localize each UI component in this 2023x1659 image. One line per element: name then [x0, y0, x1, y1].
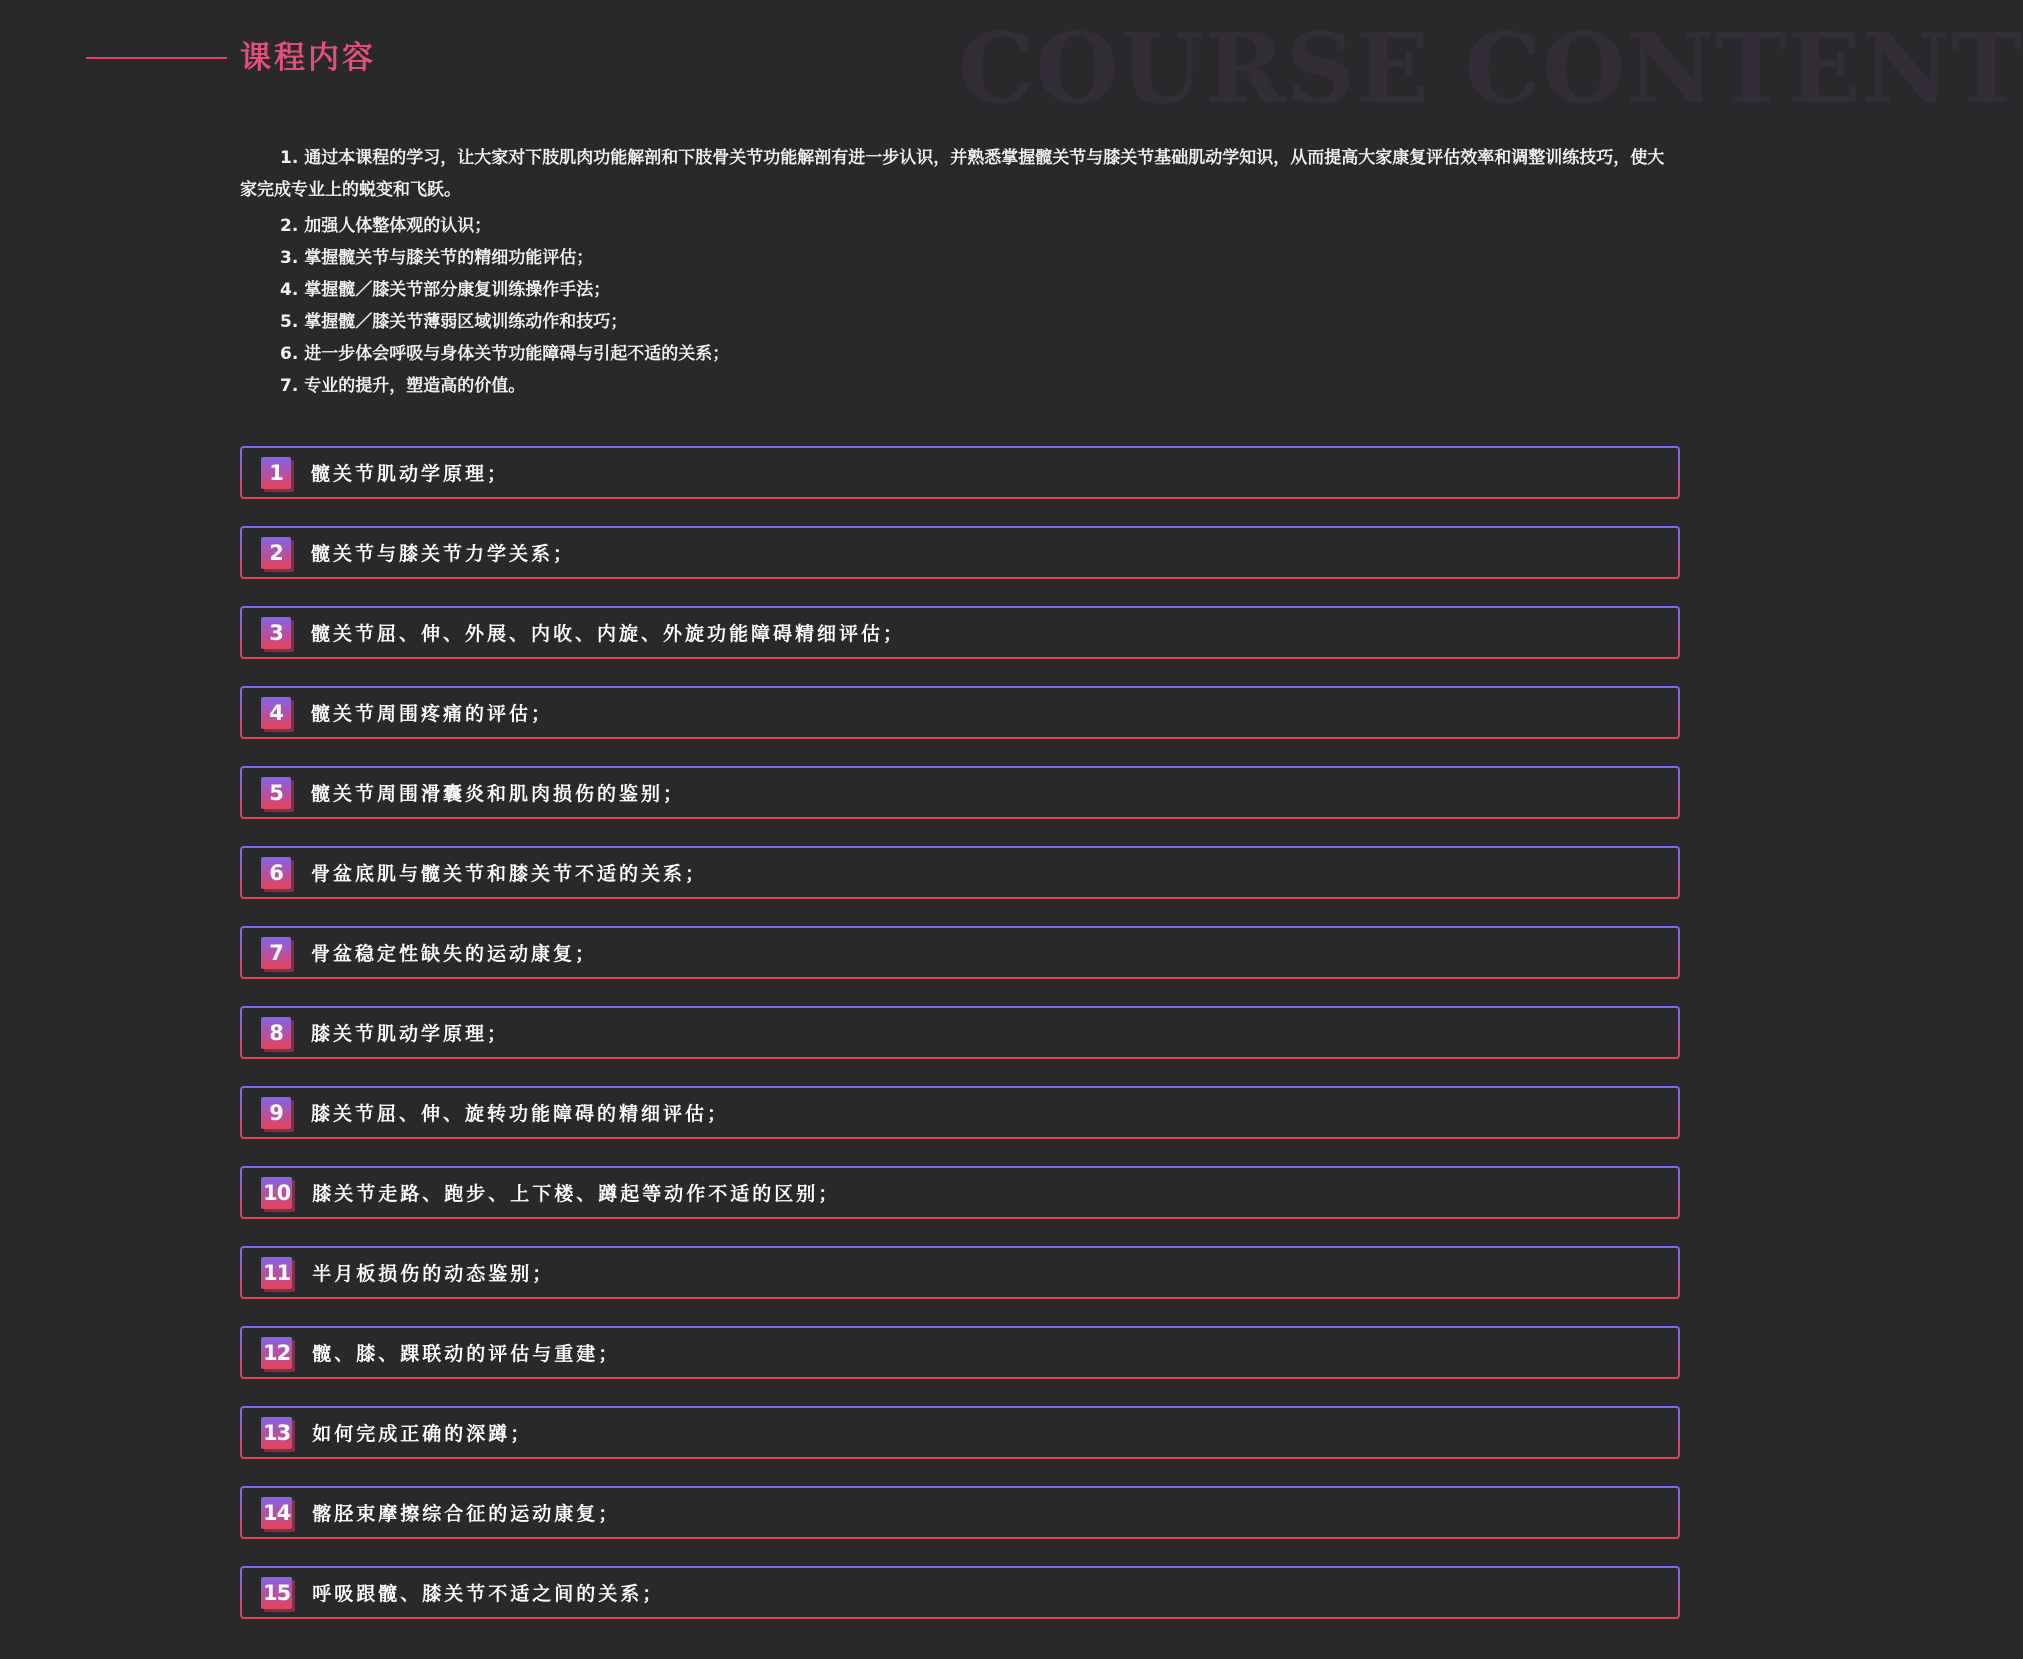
header-decor-line — [86, 57, 227, 59]
topic-label: 髋关节周围滑囊炎和肌肉损伤的鉴别； — [311, 783, 686, 805]
topic-label: 髂胫束摩擦综合征的运动康复； — [312, 1503, 621, 1525]
topic-number-badge: 10 — [261, 1177, 292, 1209]
intro-goal-item: 1. 通过本课程的学习，让大家对下肢肌肉功能解剖和下肢骨关节功能解剖有进一步认识，并熟悉掌握髋关节与膝关节基础肌动学知识，从而提高大家康复评估效率和调整训练技巧，使大家完成专业上的蜕变和飞跃。 — [240, 148, 1665, 200]
course-topic-item — [240, 606, 1680, 659]
intro-goals — [240, 142, 1680, 402]
course-topic-item — [240, 1486, 1680, 1539]
course-topic-item — [240, 526, 1680, 579]
topic-number-badge: 13 — [261, 1417, 292, 1449]
topic-number-badge: 5 — [261, 777, 291, 809]
course-topic-item — [240, 1566, 1680, 1619]
course-topic-item — [240, 1006, 1680, 1059]
topic-label: 髋关节肌动学原理； — [311, 463, 510, 485]
intro-goal-item: 5. 掌握髋／膝关节薄弱区域训练动作和技巧； — [280, 312, 628, 332]
topic-number-badge: 15 — [261, 1577, 292, 1609]
course-topic-item — [240, 926, 1680, 979]
topic-number-badge: 2 — [261, 537, 291, 569]
topic-number-badge: 7 — [261, 937, 291, 969]
topic-label: 半月板损伤的动态鉴别； — [312, 1263, 555, 1285]
topic-number-badge: 4 — [261, 697, 291, 729]
topic-label: 髋、膝、踝联动的评估与重建； — [312, 1343, 621, 1365]
course-topic-item — [240, 686, 1680, 739]
topic-number-badge: 9 — [261, 1097, 291, 1129]
intro-goal-item: 2. 加强人体整体观的认识； — [280, 216, 492, 236]
intro-goal-item: 6. 进一步体会呼吸与身体关节功能障碍与引起不适的关系； — [280, 344, 730, 364]
topic-label: 骨盆底肌与髋关节和膝关节不适的关系； — [311, 863, 708, 885]
topic-number-badge: 6 — [261, 857, 291, 889]
topic-number-badge: 8 — [261, 1017, 291, 1049]
course-topic-item — [240, 1166, 1680, 1219]
topic-label: 膝关节肌动学原理； — [311, 1023, 510, 1045]
course-topic-item — [240, 1246, 1680, 1299]
intro-goal-item: 4. 掌握髋／膝关节部分康复训练操作手法； — [280, 280, 611, 300]
topic-label: 膝关节走路、跑步、上下楼、蹲起等动作不适的区别； — [312, 1183, 841, 1205]
topic-label: 膝关节屈、伸、旋转功能障碍的精细评估； — [311, 1103, 730, 1125]
course-topic-item — [240, 1406, 1680, 1459]
topic-label: 骨盆稳定性缺失的运动康复； — [311, 943, 598, 965]
topic-label: 髋关节周围疼痛的评估； — [311, 703, 554, 725]
topic-number-badge: 14 — [261, 1497, 292, 1529]
course-topic-item — [240, 446, 1680, 499]
course-topic-list — [240, 446, 1680, 1646]
topic-label: 髋关节屈、伸、外展、内收、内旋、外旋功能障碍精细评估； — [311, 623, 906, 645]
course-topic-item — [240, 1326, 1680, 1379]
intro-goal-item: 7. 专业的提升，塑造高的价值。 — [280, 376, 526, 396]
topic-number-badge: 1 — [261, 457, 291, 489]
course-topic-item — [240, 1086, 1680, 1139]
watermark-text: COURSE CONTENT — [958, 12, 2023, 125]
topic-label: 髋关节与膝关节力学关系； — [311, 543, 576, 565]
topic-label: 呼吸跟髋、膝关节不适之间的关系； — [312, 1583, 665, 1605]
intro-goal-item: 3. 掌握髋关节与膝关节的精细功能评估； — [280, 248, 594, 268]
topic-number-badge: 3 — [261, 617, 291, 649]
course-topic-item — [240, 846, 1680, 899]
section-title: 课程内容 — [240, 40, 376, 76]
course-topic-item — [240, 766, 1680, 819]
topic-number-badge: 11 — [261, 1257, 292, 1289]
topic-label: 如何完成正确的深蹲； — [312, 1423, 533, 1445]
topic-number-badge: 12 — [261, 1337, 292, 1369]
